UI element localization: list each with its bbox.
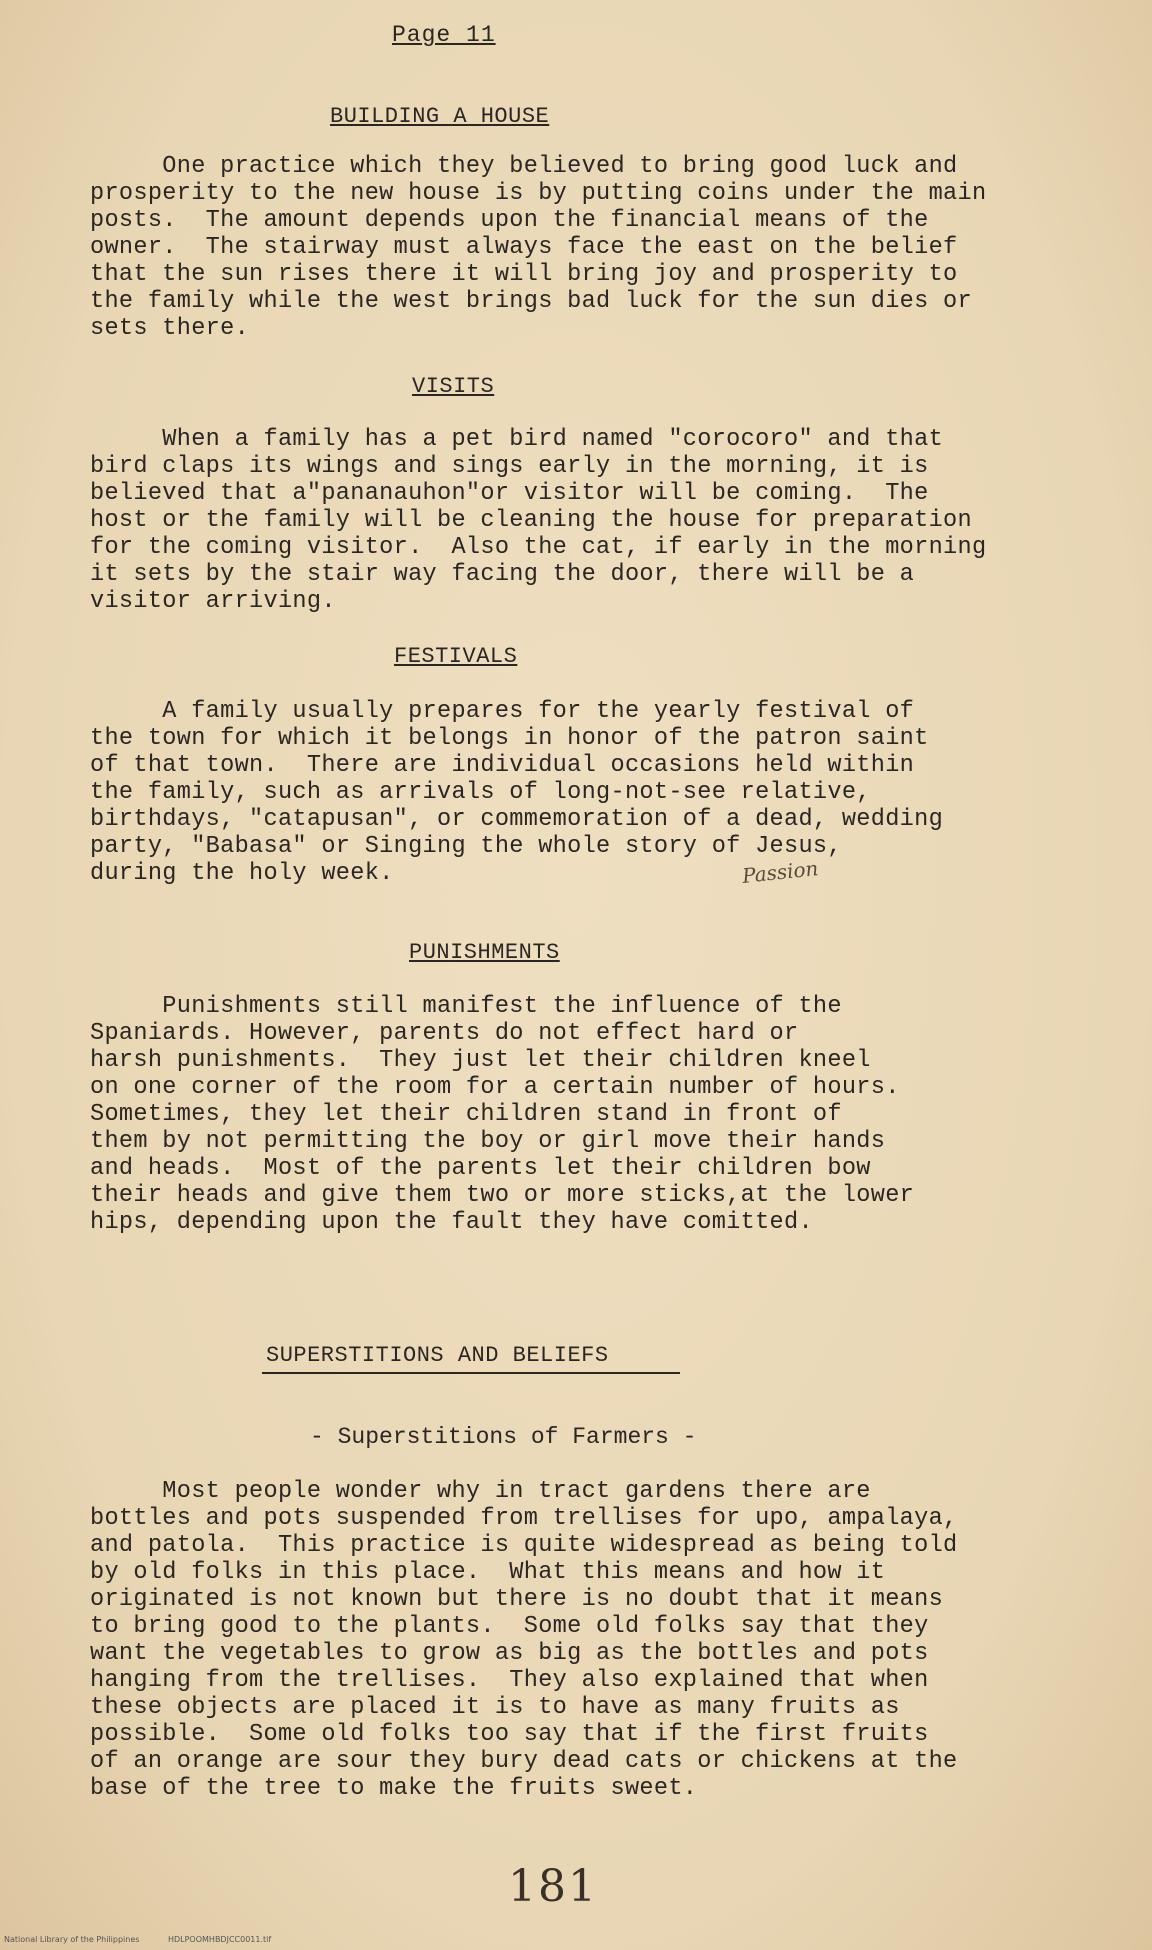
section-heading-building-a-house: BUILDING A HOUSE <box>330 104 550 129</box>
section-heading-visits: VISITS <box>412 374 495 399</box>
paragraph-line: that the sun rises there it will bring joy and prosperity to <box>90 261 958 288</box>
paragraph-line: want the vegetables to grow as big as the bottles and pots <box>90 1640 929 1667</box>
scan-footer <box>4 1935 297 1944</box>
paragraph-line: sets there. <box>90 315 250 342</box>
paragraph-line: the family, such as arrivals of long-not-see relative, <box>90 779 871 806</box>
page-number: Page 11 <box>392 22 496 48</box>
paragraph-line: birthdays, "catapusan", or commemoration of a dead, wedding <box>90 806 944 833</box>
paragraph-line: host or the family will be cleaning the house for preparation <box>90 507 972 534</box>
section-body-punishments <box>90 993 1090 1236</box>
section-heading-festivals: FESTIVALS <box>394 644 518 669</box>
paragraph-line: party, "Babasa" or Singing the whole story of Jesus, <box>90 833 842 860</box>
paragraph-line: believed that a"pananauhon"or visitor will be coming. The <box>90 480 929 507</box>
paragraph-line: their heads and give them two or more sticks,at the lower <box>90 1182 915 1209</box>
paragraph-line: Sometimes, they let their children stand in front of <box>90 1101 842 1128</box>
section-heading-superstitions-and-beliefs: SUPERSTITIONS AND BELIEFS <box>266 1343 609 1368</box>
paragraph-line: hips, depending upon the fault they have comitted. <box>90 1209 813 1236</box>
paragraph-line: the town for which it belongs in honor of the patron saint <box>90 725 929 752</box>
paragraph-line: harsh punishments. They just let their children kneel <box>90 1047 871 1074</box>
paragraph-line: on one corner of the room for a certain number of hours. <box>90 1074 900 1101</box>
heading-underline <box>262 1372 680 1374</box>
paragraph-line: A family usually prepares for the yearly festival of <box>90 698 915 725</box>
paragraph-line: of an orange are sour they bury dead cats or chickens at the <box>90 1748 958 1775</box>
paragraph-line: hanging from the trellises. They also explained that when <box>90 1667 929 1694</box>
footer-library: National Library of the Philippines <box>4 1935 140 1944</box>
paragraph-line: the family while the west brings bad luck for the sun dies or <box>90 288 972 315</box>
section-heading-punishments: PUNISHMENTS <box>409 940 560 965</box>
paragraph-line: originated is not known but there is no doubt that it means <box>90 1586 944 1613</box>
paragraph-line: to bring good to the plants. Some old folks say that they <box>90 1613 929 1640</box>
paragraph-line: bottles and pots suspended from trellises for upo, ampalaya, <box>90 1505 958 1532</box>
section-body-festivals <box>90 698 1090 887</box>
paragraph-line: and patola. This practice is quite widespread as being told <box>90 1532 958 1559</box>
paragraph-line: during the holy week. <box>90 860 394 887</box>
section-body-building-a-house <box>90 153 1090 342</box>
paragraph-line: and heads. Most of the parents let their children bow <box>90 1155 871 1182</box>
handwritten-folio-number: 181 <box>508 1861 598 1912</box>
section-body-superstitions <box>90 1478 1090 1802</box>
paragraph-line: base of the tree to make the fruits sweet. <box>90 1775 698 1802</box>
paragraph-line: One practice which they believed to bring good luck and <box>90 153 958 180</box>
paragraph-line: them by not permitting the boy or girl move their hands <box>90 1128 886 1155</box>
paragraph-line: visitor arriving. <box>90 588 336 615</box>
paragraph-line: bird claps its wings and sings early in the morning, it is <box>90 453 929 480</box>
paragraph-line: posts. The amount depends upon the financial means of the <box>90 207 929 234</box>
paragraph-line: prosperity to the new house is by putting coins under the main <box>90 180 987 207</box>
paragraph-line: Punishments still manifest the influence of the <box>90 993 842 1020</box>
paragraph-line: for the coming visitor. Also the cat, if early in the morning <box>90 534 987 561</box>
paragraph-line: When a family has a pet bird named "corocoro" and that <box>90 426 944 453</box>
paragraph-line: Spaniards. However, parents do not effect hard or <box>90 1020 799 1047</box>
paragraph-line: it sets by the stair way facing the door, there will be a <box>90 561 915 588</box>
subheading-superstitions-of-farmers: - Superstitions of Farmers - <box>310 1424 697 1450</box>
paragraph-line: Most people wonder why in tract gardens there are <box>90 1478 871 1505</box>
section-body-visits <box>90 426 1090 615</box>
paragraph-line: of that town. There are individual occasions held within <box>90 752 915 779</box>
paragraph-line: these objects are placed it is to have as many fruits as <box>90 1694 900 1721</box>
handwritten-annotation-passion: Passion <box>740 856 820 888</box>
footer-file-id: HDLPOOMHBDJCC0011.tif <box>167 1935 272 1944</box>
paragraph-line: by old folks in this place. What this means and how it <box>90 1559 886 1586</box>
paragraph-line: owner. The stairway must always face the east on the belief <box>90 234 958 261</box>
paragraph-line: possible. Some old folks too say that if the first fruits <box>90 1721 929 1748</box>
